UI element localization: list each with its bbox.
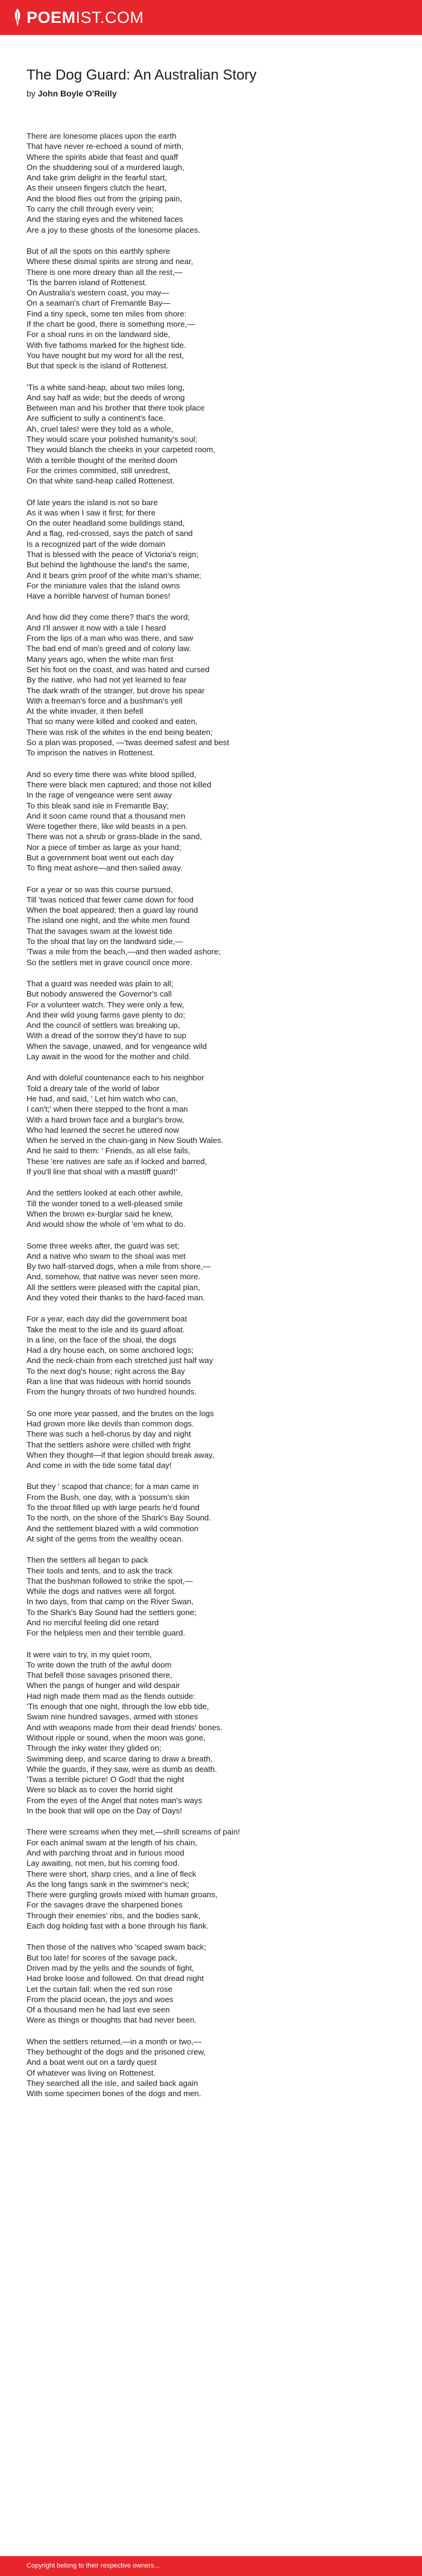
poem-line: And the neck-chain from each stretched just half way (27, 1356, 213, 1365)
poem-line: As it was when I saw it first; for there (27, 508, 156, 517)
poem-line: That the bushman followed to strike the spot,— (27, 1576, 193, 1586)
poem-line: 'Tis the barren island of Rottenest. (27, 277, 147, 287)
poem-line: And a boat went out on a tardy quest (27, 2058, 157, 2067)
poem-line: To the north, on the shore of the Shark's Bay Sound. (27, 1513, 212, 1523)
stanza (27, 1314, 406, 1397)
poem-line: For the miniature vales that the island owns (27, 581, 180, 590)
poem-line: And so every time there was white blood spilled, (27, 769, 197, 779)
poem-line: Through their enemies' ribs, and the bodies sank, (27, 1910, 201, 1920)
poem-line: Lay awaiting, not men, but his coming food. (27, 1859, 180, 1868)
poem-line: 'Tis a white sand-heap, about two miles long, (27, 382, 185, 392)
poem-line: I can't;' when there stepped to the front a man (27, 1104, 188, 1114)
poem-line: On a seaman's chart of Fremantle Bay— (27, 298, 171, 308)
poem-line: And no merciful feeling did one retard (27, 1618, 159, 1627)
poem-line: To the shoal that lay on the landward side,— (27, 937, 183, 946)
poem-line: Are sufficient to sully a continent's face. (27, 414, 166, 423)
poem-line: Were as things or thoughts that had never been. (27, 2015, 197, 2025)
poem-line: Then the settlers all began to pack (27, 1555, 148, 1565)
poem-line: When he served in the chain-gang in New South Wales. (27, 1136, 224, 1145)
poem-line: On that white sand-heap called Rottenest. (27, 476, 175, 486)
poem-line: Lay await in the wood for the mother and child. (27, 1052, 191, 1062)
poem-line: If the chart be good, there is something more,— (27, 320, 195, 329)
poem-line: And with doleful countenance each to his neighbor (27, 1073, 204, 1083)
stanza (27, 1188, 406, 1229)
poem-line: Where these dismal spirits are strong and near, (27, 257, 194, 266)
poem-line: Through the inky water they glided on; (27, 1743, 162, 1753)
poem-line: So the settlers met in grave council once more. (27, 957, 192, 967)
poem-line: Were together there, like wild beasts in a pen. (27, 822, 188, 831)
poem-line: From the placid ocean, the joys and woes (27, 1994, 174, 2004)
quill-pen-icon (13, 8, 22, 27)
poem-line: There are lonesome places upon the earth (27, 131, 177, 140)
poem-line: Many years ago, when the white man first (27, 654, 174, 664)
poem-line: And the staring eyes and the whitened faces (27, 215, 183, 224)
poem-line: The dark wrath of the stranger, but drove his spear (27, 685, 205, 695)
poem-line: To the Shark's Bay Sound had the settlers gone; (27, 1607, 197, 1617)
poem-line: To fling meat ashore—and then sailed away. (27, 863, 183, 873)
poem-line: To the throat filled up with large pearls he'd found (27, 1503, 200, 1513)
poem-line: The island one night, and the white men found (27, 916, 190, 925)
poem-line: He had, and said, ' Let him watch who can, (27, 1094, 178, 1103)
poem-line: Is a recognized part of the wide domain (27, 539, 166, 549)
poem-line: That so many were killed and cooked and eaten, (27, 717, 198, 726)
poem-line: To carry the chill through every vein; (27, 204, 154, 214)
poem-line: And say half as wide; but the deeds of wrong (27, 392, 185, 402)
stanza (27, 1241, 406, 1303)
poem-line: That have never re-echoed a sound of mirth, (27, 142, 184, 151)
stanza (27, 497, 406, 602)
poem-line: They would scare your polished humanity's soul; (27, 435, 198, 444)
poem-line: That befell those savages prisoned there, (27, 1671, 172, 1680)
poem-line: Had grown more like devils than common dogs. (27, 1419, 194, 1428)
poem-line: Ah, cruel tales! were they told as a whole, (27, 424, 174, 433)
poem-line: There were screams when they met,—shrill screams of pain! (27, 1827, 240, 1837)
poem-line: Of whatever was living on Rottenest. (27, 2068, 156, 2077)
poem-line: From the Bush, one day, with a 'possum's skin (27, 1492, 190, 1502)
poem-line: Are a joy to these ghosts of the lonesome places. (27, 225, 201, 235)
poem-line: Where the spirits abide that feast and quaff (27, 152, 178, 162)
poem-line: There is one more dreary than all the rest,— (27, 267, 183, 277)
poem-line: And it soon came round that a thousand men (27, 811, 186, 820)
stanza (27, 1942, 406, 2025)
poem-line: 'Tis enough that one night, through the low ebb tide, (27, 1702, 209, 1712)
poem-line: On Australia's western coast, you may— (27, 288, 169, 298)
poem-line: Of late years the island is not so bare (27, 497, 158, 507)
stanza (27, 382, 406, 487)
poem-line: You have nought but my word for all the rest, (27, 350, 184, 360)
poem-line: With a terrible thought of the merited doom (27, 455, 177, 465)
poem-line: But nobody answered the Governor's call (27, 989, 172, 999)
site-footer (0, 2556, 422, 2576)
poem-line: Find a tiny speck, some ten miles from shore: (27, 309, 187, 318)
poem-line: And the settlers looked at each other awhile, (27, 1188, 183, 1198)
poem-line: To this bleak sand isle in Fremantle Bay; (27, 801, 169, 810)
poem-line: That a guard was needed was plain to all; (27, 978, 174, 988)
stanza (27, 978, 406, 1062)
poem-line: And how did they come there? that's the word; (27, 613, 190, 622)
poem-line: They bethought of the dogs and the prisoned crew, (27, 2047, 206, 2056)
poem-line: Between man and his brother that there took place (27, 403, 205, 413)
poem-line: Have a horrible harvest of human bones! (27, 591, 171, 601)
poem-line: In the book that will ope on the Day of Days! (27, 1806, 183, 1816)
site-header (0, 0, 422, 35)
poem-line: With five fathoms marked for the highest tide. (27, 340, 186, 350)
poem-line: 'Twas a terrible picture! O God! that the night (27, 1775, 184, 1784)
poem-line: Each dog holding fast with a bone through his flank. (27, 1921, 209, 1931)
stanza (27, 2036, 406, 2099)
poem-line: And would show the whole of 'em what to do. (27, 1220, 186, 1229)
poem-line: In the rage of vengeance were sent away (27, 790, 172, 800)
poem-line: With some specimen bones of the dogs and men. (27, 2089, 201, 2099)
poem-line: For a shoal runs in on the landward side, (27, 330, 171, 339)
poem-line: There was such a hell-chorus by day and night (27, 1429, 191, 1439)
poem-line: These 'ere natives are safe as if locked and barred, (27, 1156, 207, 1166)
poem-line: So one more year passed, and the brutes on the logs (27, 1408, 214, 1418)
poem-line: From the lips of a man who was there, and saw (27, 634, 194, 643)
poem-line: To write down the truth of the awful doom (27, 1660, 172, 1669)
poem-line: Nor a piece of timber as large as your hand; (27, 842, 181, 852)
poem-line: To the next dog's house; right across the Bay (27, 1366, 185, 1376)
poem-line: 'Twas a mile from the beach,—and then waded ashore; (27, 947, 221, 957)
stanza (27, 1827, 406, 1931)
poem-line: When the pangs of hunger and wild despair (27, 1681, 180, 1690)
poem-line: And with weapons made from their dead friends' bones. (27, 1722, 223, 1732)
poem-line: For the helpless men and their terrible guard. (27, 1628, 186, 1638)
poem-line: But they ' scapod that chance; for a man came in (27, 1482, 199, 1491)
poem-line: They searched all the isle, and sailed back again (27, 2078, 198, 2088)
poem-line: For a year or so was this course pursued, (27, 884, 173, 894)
poem-line: That the savages swam at the lowest tide (27, 926, 172, 936)
byline (27, 88, 117, 99)
poem-line: In two days, from that camp on the River Swan, (27, 1597, 194, 1607)
poem-line: On the outer headland some buildings stand, (27, 518, 185, 528)
poem-line: Had nigh made them mad as the fiends outside: (27, 1691, 196, 1701)
poem-line: Driven mad by the yells and the sounds of fight, (27, 1963, 194, 1973)
poem-line: Their tools and tents, and to ask the track (27, 1566, 172, 1575)
poem-line: At sight of the gems from the wealthy ocean. (27, 1534, 184, 1543)
poem-line: And the blood flies out from the griping pain, (27, 194, 183, 203)
stanza (27, 884, 406, 968)
poem-line: Without ripple or sound, when the moon was gone, (27, 1733, 206, 1742)
poem-line: When the savage, unawed, and for vengeance wild (27, 1041, 207, 1051)
stanza (27, 1072, 406, 1177)
stanza (27, 612, 406, 758)
poem-line: For a volunteer watch. They were only a few, (27, 1000, 184, 1009)
poem-line: And he said to them: ' Friends, as all else fails, (27, 1146, 191, 1156)
poem-line: With a freeman's force and a bushman's yell (27, 696, 183, 705)
poem-line: And I'll answer it now with a tale I heard (27, 623, 166, 632)
poem-line: Were so black as to cover the horrid sight (27, 1785, 173, 1795)
poem-line: So a plan was proposed, —'twas deemed safest and best (27, 738, 230, 748)
poem-line: It were vain to try, in my quiet room, (27, 1649, 152, 1659)
poem-line: Swam nine hundred savages, armed with stones (27, 1712, 198, 1722)
poem-line: And the settlement blazed with a wild commotion (27, 1523, 199, 1533)
poem-line: Swimming deep, and scarce daring to draw a breath, (27, 1754, 213, 1763)
stanza (27, 131, 406, 235)
poem-line: As the long fangs sank in the swimmer's neck; (27, 1879, 190, 1889)
poem-line: And take grim delight in the fearful start, (27, 173, 168, 183)
author-link[interactable]: John Boyle O'Reilly (37, 89, 117, 98)
poem-line: But a government boat went out each day (27, 853, 174, 862)
stanza (27, 1408, 406, 1471)
poem-line: And their wild young farms gave plenty to do; (27, 1010, 186, 1019)
poem-line: And they voted their thanks to the hard-faced man. (27, 1293, 206, 1302)
poem-line: While the guards, if they saw, were as dumb as death. (27, 1764, 217, 1774)
poem-line: While the dogs and natives were all forgot. (27, 1587, 177, 1596)
poem-line: Of a thousand men he had last eve seen (27, 2005, 170, 2015)
poem-line: There was not a shrub or grass-blade in the sand, (27, 832, 203, 842)
poem-line: But of all the spots on this earthly sphere (27, 246, 171, 256)
stanza (27, 1649, 406, 1816)
poem-line: At the white invader, it then befell (27, 707, 143, 716)
poem-line: Some three weeks after, the guard was set; (27, 1241, 180, 1250)
logo-text-bold: POEM (27, 8, 76, 27)
poem-line: And the council of settlers was breaking up, (27, 1021, 180, 1030)
logo-text (27, 8, 144, 27)
poem-line: For a year, each day did the government boat (27, 1314, 187, 1324)
poem-line: Set his foot on the coast, and was hated and cursed (27, 664, 210, 674)
poem-line: And with parching throat and in furious mood (27, 1848, 184, 1857)
stanza (27, 1555, 406, 1638)
poem-line: Who had learned the secret he uttered now (27, 1125, 179, 1135)
poem-line: Ran a line that was hideous with horrid sounds (27, 1377, 191, 1387)
poem-line: And a flag, red-crossed, says the patch of sand (27, 529, 193, 538)
poem-line: But that speck is the island of Rottenest. (27, 361, 169, 371)
stanza (27, 246, 406, 371)
poem-line: As their unseen fingers clutch the heart, (27, 183, 167, 193)
poem-line: And it bears grim proof of the white man's shame; (27, 570, 201, 580)
poem-line: That the settlers ashore were chilled with fright (27, 1440, 191, 1449)
poem-line: For each animal swam at the length of his chain, (27, 1838, 197, 1847)
byline-prefix: by (27, 89, 36, 98)
poem-line: Till the wonder toned to a well-pleased smile (27, 1198, 183, 1208)
poem-line: That is blessed with the peace of Victoria's reign; (27, 549, 199, 559)
poem-line: Till 'twas noticed that fewer came down for food (27, 895, 194, 904)
poem-line: Had broke loose and followed. On that dread night (27, 1974, 204, 1983)
poem-line: And a native who swam to the shoal was met (27, 1251, 186, 1261)
poem-line: Take the meat to the isle and its guard afloat. (27, 1324, 185, 1334)
poem-line: The bad end of man's greed and of colony law. (27, 644, 192, 653)
site-logo[interactable] (13, 8, 144, 27)
poem-line: But behind the lighthouse the land's the same, (27, 560, 190, 570)
poem-line: Then those of the natives who 'scaped swam back; (27, 1942, 206, 1952)
poem-line: They would blanch the cheeks in your carpeted room, (27, 445, 216, 455)
poem-line: There were short, sharp cries, and a line of fleck (27, 1869, 197, 1878)
poem-line: When they thought—if that legion should break away, (27, 1450, 215, 1460)
poem-line: Had a dry house each, on some anchored logs; (27, 1346, 194, 1355)
stanza (27, 1481, 406, 1544)
poem-line: For the savages drave the sharpened bones (27, 1900, 183, 1910)
poem-line: From the hungry throats of two hundred hounds. (27, 1387, 197, 1397)
poem-line: By two half-starved dogs, when a mile from shore,— (27, 1262, 211, 1271)
poem-line: With a hard brown face and a burglar's brow, (27, 1115, 184, 1124)
poem-line: On the shuddering soul of a murdered laugh, (27, 162, 184, 172)
poem-line: There were gurgling growls mixed with human groans, (27, 1890, 218, 1900)
poem-title: The Dog Guard: An Australian Story (27, 67, 257, 83)
poem-line: From the eyes of the Angel that notes man's ways (27, 1795, 203, 1805)
poem-line: There was risk of the whites in the end being beaten; (27, 727, 213, 737)
poem-line: When the brown ex-burglar said he knew, (27, 1209, 173, 1218)
poem-line: In a line, on the face of the shoal, the dogs (27, 1335, 177, 1344)
stanza (27, 769, 406, 874)
poem-line: To imprison the natives in Rottenest. (27, 748, 155, 758)
poem-line: Let the curtain fall: when the red sun rose (27, 1984, 172, 1994)
poem-line: By the native, who had not yet learned to fear (27, 675, 187, 685)
poem-line: When the settlers returned,—in a month or two,— (27, 2036, 202, 2046)
poem-line: When the boat appeared; then a guard lay round (27, 905, 198, 915)
poem-line: All the settlers were pleased with the capital plan, (27, 1282, 201, 1292)
poem-line: And, somehow, that native was never seen more. (27, 1272, 201, 1282)
poem-line: For the crimes committed, still unredrest, (27, 465, 171, 475)
poem-line: Told a dreary tale of the world of labor (27, 1083, 160, 1093)
poem-line: And come in with the tide some fatal day! (27, 1461, 172, 1470)
poem-line: There were black men captured; and those not killed (27, 779, 212, 789)
poem-line: With a dread of the sorrow they'd have to sup (27, 1031, 186, 1041)
poem-line: If you'll line that shoal with a mastiff guard!' (27, 1167, 177, 1177)
poem-body (27, 131, 406, 2109)
poem-line: But too late! for scores of the savage pack, (27, 1953, 177, 1962)
copyright-text: Copyright belong to their respective owners... (27, 2562, 160, 2569)
logo-text-rest: IST.COM (75, 8, 144, 27)
